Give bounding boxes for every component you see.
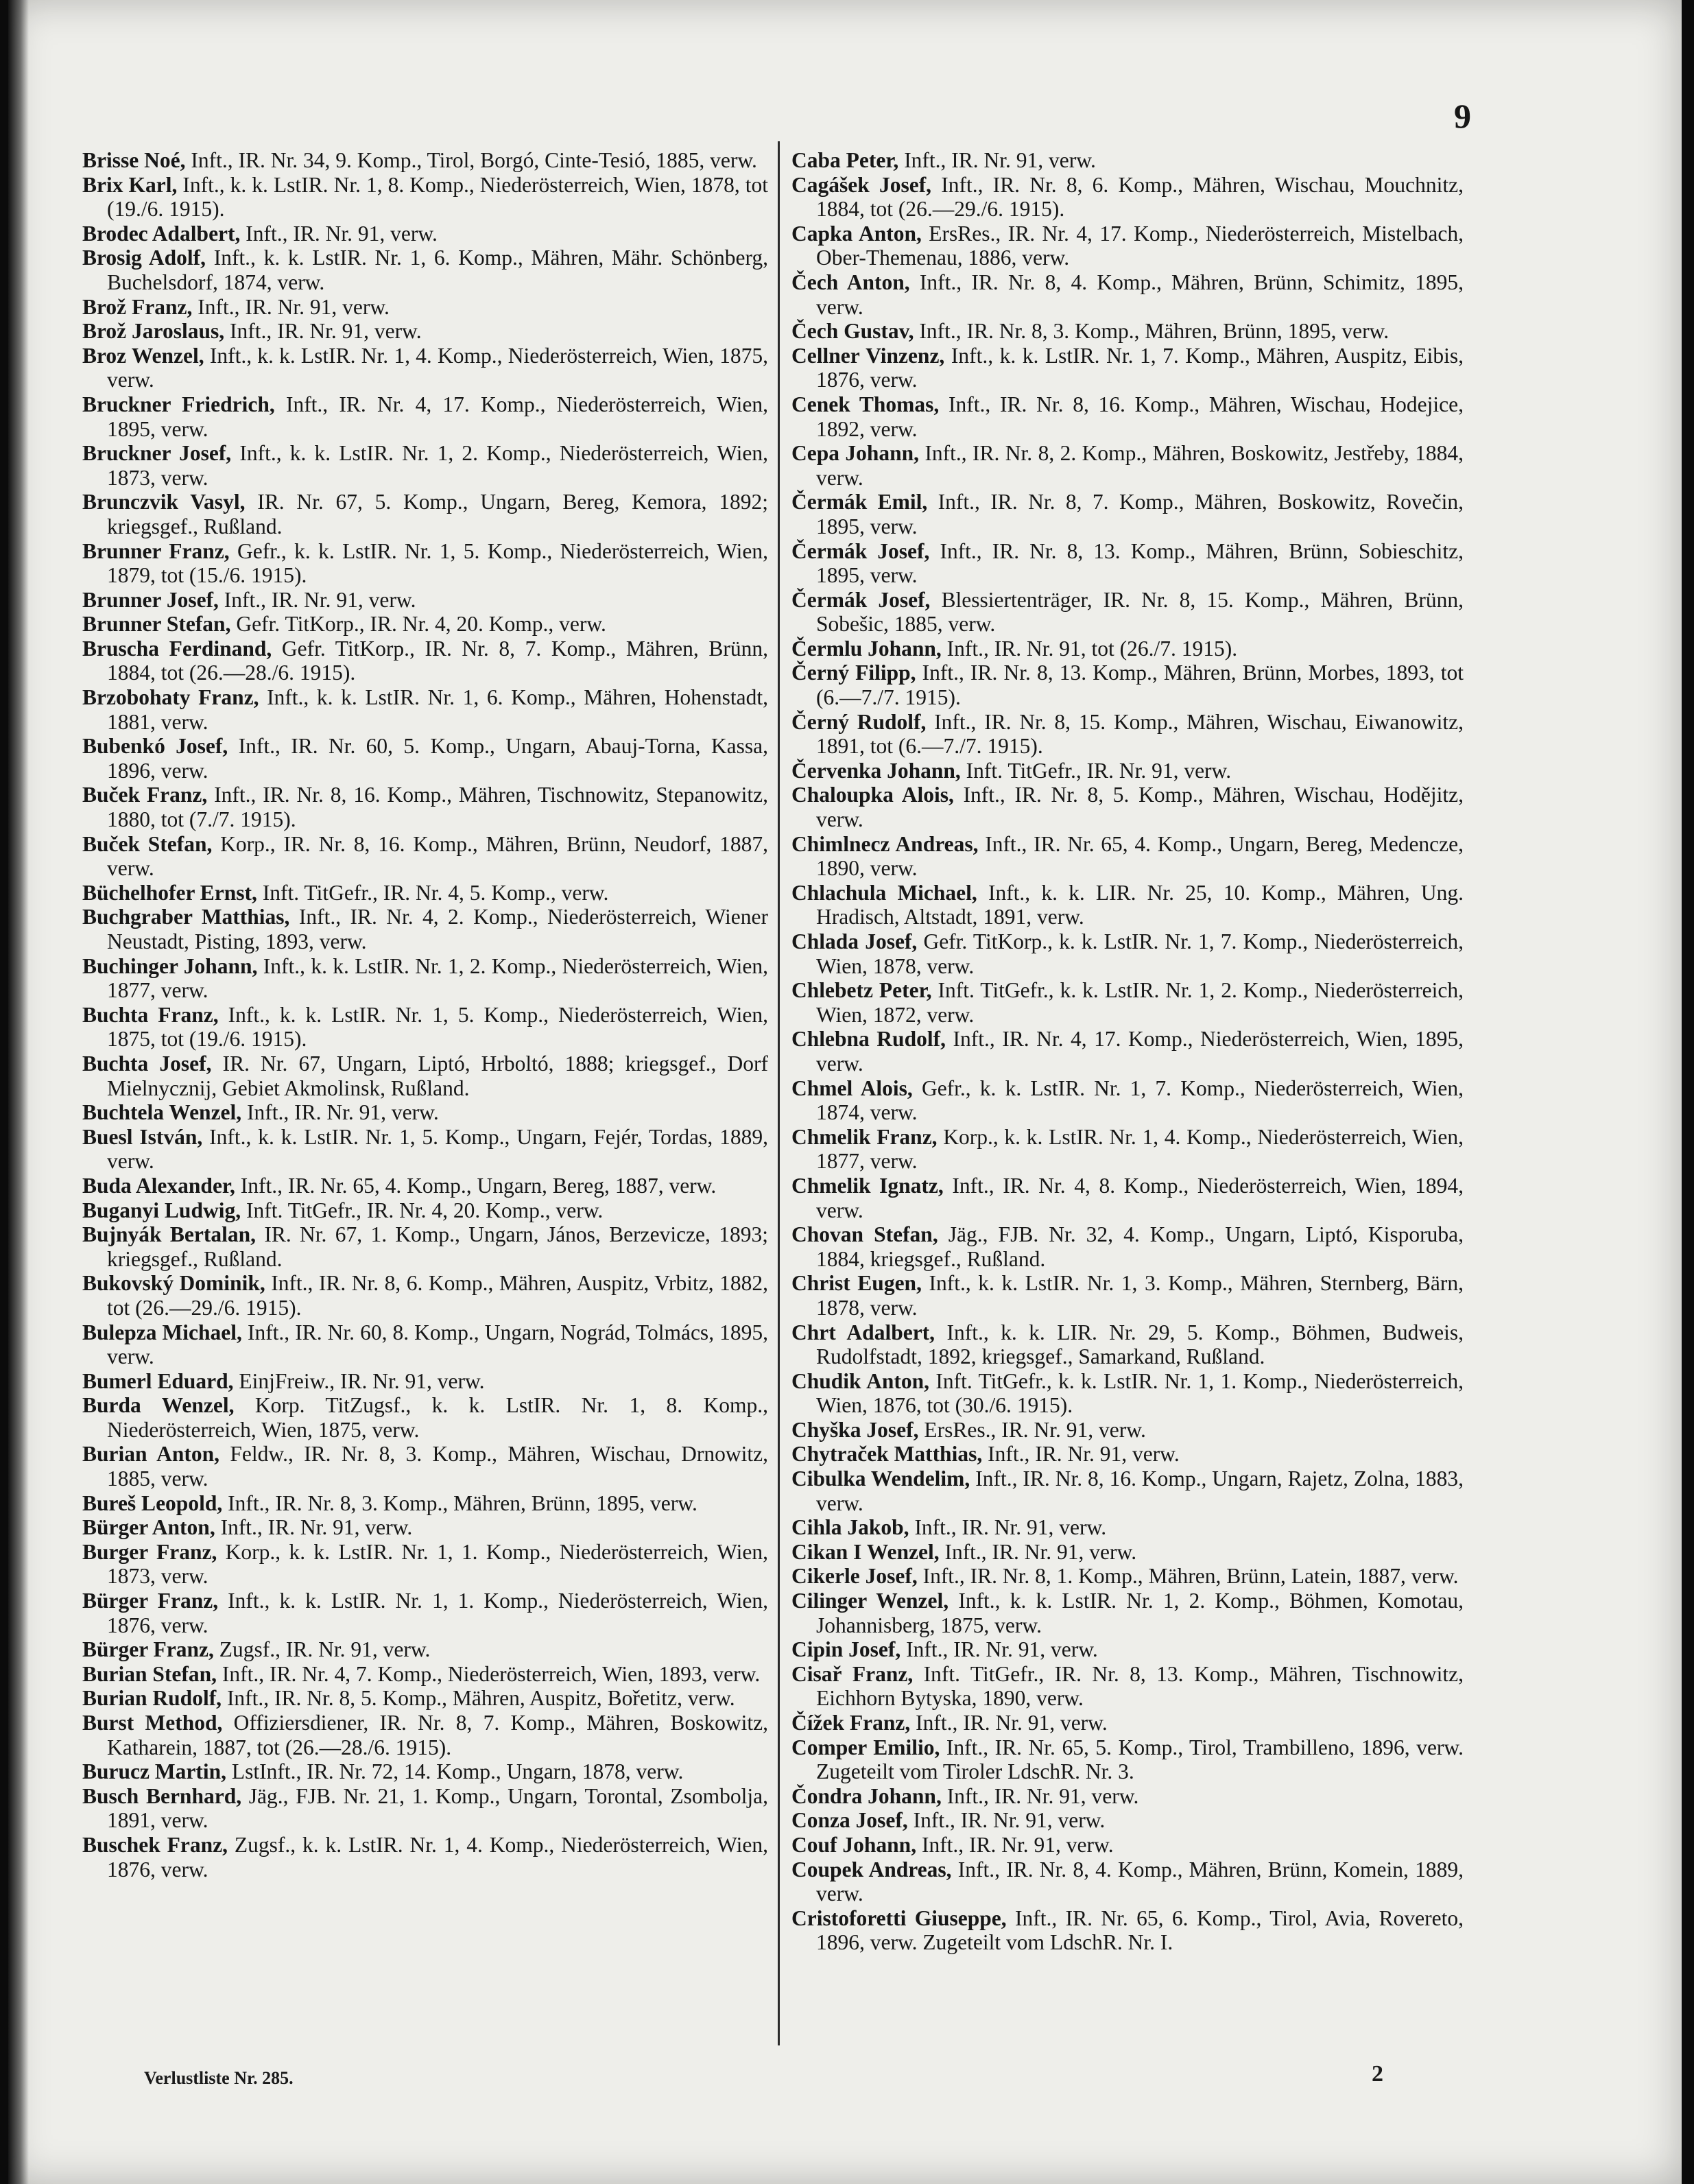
casualty-entry — [82, 148, 768, 173]
entry-surname: Brož Franz, — [82, 294, 193, 319]
entry-details: Inft., k. k. LstIR. Nr. 1, 2. Komp., Niederösterreich, Wien, 1873, verw. — [107, 441, 768, 490]
entry-details: IR. Nr. 67, 1. Komp., Ungarn, János, Berzevicze, 1893; kriegsgef., Rußland. — [107, 1222, 768, 1271]
entry-surname: Cilinger Wenzel, — [791, 1589, 949, 1613]
casualty-entry — [791, 1564, 1464, 1589]
entry-details: Inft., IR. Nr. 91, verw. — [898, 148, 1096, 172]
entry-surname: Bumerl Eduard, — [82, 1368, 234, 1393]
entry-details: Inft., IR. Nr. 91, verw. — [907, 1808, 1106, 1833]
entry-surname: Červenka Johann, — [791, 758, 961, 783]
entry-details: Gefr. TitKorp., IR. Nr. 8, 7. Komp., Mähren, Brünn, 1884, tot (26.—28./6. 1915). — [107, 636, 768, 685]
entry-surname: Cristoforetti Giuseppe, — [791, 1906, 1007, 1930]
entry-surname: Burian Stefan, — [82, 1661, 217, 1686]
entry-details: Inft., IR. Nr. 91, verw. — [982, 1442, 1180, 1467]
entry-surname: Chlebetz Peter, — [791, 978, 932, 1003]
entry-details: Inft., IR. Nr. 8, 6. Komp., Mähren, Wischau, Mouchnitz, 1884, tot (26.—29./6. 1915). — [816, 172, 1464, 222]
entry-surname: Cikan I Wenzel, — [791, 1539, 940, 1564]
entry-surname: Cellner Vinzenz, — [791, 343, 945, 368]
casualty-entry — [791, 1589, 1464, 1637]
entry-details: Inft., k. k. LstIR. Nr. 1, 5. Komp., Ungarn, Fejér, Tordas, 1889, verw. — [107, 1124, 769, 1174]
entry-surname: Bürger Anton, — [82, 1515, 215, 1540]
casualty-entry — [82, 173, 768, 222]
entry-details: Inft., IR. Nr. 4, 17. Komp., Niederösterreich, Wien, 1895, verw. — [816, 1027, 1464, 1076]
entry-details: Inft., IR. Nr. 91, verw. — [215, 1515, 413, 1540]
entry-details: Inft., IR. Nr. 65, 4. Komp., Ungarn, Bereg, Medencze, 1890, verw. — [816, 831, 1464, 881]
casualty-entry — [791, 1442, 1464, 1467]
casualty-entry — [791, 173, 1464, 222]
entry-surname: Cenek Thomas, — [791, 392, 940, 416]
entry-surname: Chudik Anton, — [791, 1368, 930, 1393]
entry-details: Korp., k. k. LstIR. Nr. 1, 1. Komp., Niederösterreich, Wien, 1873, verw. — [107, 1539, 768, 1589]
casualty-entry — [791, 1418, 1464, 1443]
entry-surname: Cihla Jakob, — [791, 1515, 909, 1540]
casualty-entry — [82, 685, 768, 734]
entry-details: IR. Nr. 67, 5. Komp., Ungarn, Bereg, Kemora, 1892; kriegsgef., Rußland. — [107, 490, 769, 538]
casualty-entry — [791, 881, 1464, 929]
entry-details: Offiziersdiener, IR. Nr. 8, 7. Komp., Mähren, Boskowitz, Katharein, 1887, tot (26.—28./6. 1915). — [107, 1711, 769, 1759]
entry-surname: Busch Bernhard, — [82, 1783, 242, 1808]
casualty-entry — [791, 637, 1464, 661]
entry-details: Jäg., FJB. Nr. 21, 1. Komp., Ungarn, Torontal, Zsombolja, 1891, verw. — [107, 1783, 768, 1833]
entry-details: Inft., IR. Nr. 60, 5. Komp., Ungarn, Abauj-Torna, Kassa, 1896, verw. — [107, 734, 768, 783]
right-column — [791, 148, 1464, 1955]
entry-details: Gefr. TitKorp., k. k. LstIR. Nr. 1, 7. Komp., Niederösterreich, Wien, 1878, verw. — [816, 929, 1464, 978]
entry-details: Inft., IR. Nr. 91, verw. — [240, 221, 438, 246]
entry-details: Inft., IR. Nr. 91, verw. — [192, 294, 390, 319]
entry-details: Feldw., IR. Nr. 8, 3. Komp., Mähren, Wischau, Drnowitz, 1885, verw. — [107, 1442, 768, 1491]
casualty-entry — [82, 734, 768, 783]
entry-surname: Couf Johann, — [791, 1832, 917, 1857]
casualty-entry — [791, 319, 1464, 344]
column-divider — [778, 141, 780, 2045]
entry-surname: Čermák Emil, — [791, 490, 928, 514]
casualty-entry — [82, 1222, 768, 1271]
entry-surname: Chimlnecz Andreas, — [791, 831, 979, 856]
casualty-entry — [82, 344, 768, 392]
casualty-entry — [791, 1711, 1464, 1735]
casualty-entry — [82, 1515, 768, 1540]
entry-details: Inft., IR. Nr. 4, 2. Komp., Niederösterreich, Wiener Neustadt, Pisting, 1893, verw. — [107, 905, 768, 953]
casualty-entry — [791, 392, 1464, 441]
casualty-entry — [82, 1003, 768, 1052]
casualty-entry — [82, 1100, 768, 1125]
entry-surname: Chyška Josef, — [791, 1417, 919, 1442]
entry-details: LstInft., IR. Nr. 72, 14. Komp., Ungarn, 1878, verw. — [226, 1759, 684, 1784]
entry-details: Gefr. TitKorp., IR. Nr. 4, 20. Komp., verw. — [230, 612, 606, 637]
entry-surname: Čížek Franz, — [791, 1711, 911, 1735]
casualty-entry — [82, 1637, 768, 1662]
entry-surname: Bujnyák Bertalan, — [82, 1222, 256, 1247]
entry-surname: Buganyi Ludwig, — [82, 1198, 241, 1222]
casualty-entry — [82, 1662, 768, 1687]
entry-surname: Cibulka Wendelim, — [791, 1467, 970, 1491]
casualty-entry — [791, 1906, 1464, 1955]
entry-details: Inft., IR. Nr. 8, 16. Komp., Mähren, Wischau, Hodejice, 1892, verw. — [816, 392, 1464, 441]
entry-surname: Bukovský Dominik, — [82, 1271, 265, 1296]
casualty-entry — [82, 539, 768, 588]
casualty-entry — [791, 832, 1464, 881]
entry-surname: Brzobohaty Franz, — [82, 685, 259, 710]
entry-details: Inft., IR. Nr. 8, 5. Komp., Mähren, Auspitz, Bořetitz, verw. — [222, 1686, 735, 1711]
left-column — [82, 148, 768, 1882]
entry-surname: Broz Wenzel, — [82, 343, 204, 368]
entry-details: Inft., IR. Nr. 91, verw. — [241, 1100, 439, 1125]
entry-surname: Brunner Franz, — [82, 538, 230, 563]
entry-surname: Cisař Franz, — [791, 1661, 914, 1686]
entry-details: Inft., IR. Nr. 91, verw. — [939, 1539, 1137, 1564]
entry-surname: Bulepza Michael, — [82, 1320, 242, 1344]
entry-details: Inft., k. k. LstIR. Nr. 1, 2. Komp., Niederösterreich, Wien, 1877, verw. — [107, 953, 768, 1003]
entry-surname: Buda Alexander, — [82, 1173, 235, 1198]
entry-surname: Buchta Franz, — [82, 1002, 219, 1027]
entry-surname: Caba Peter, — [791, 148, 899, 172]
entry-surname: Čermlu Johann, — [791, 636, 942, 661]
entry-details: Inft., IR. Nr. 8, 1. Komp., Mähren, Brünn, Latein, 1887, verw. — [917, 1564, 1459, 1589]
entry-surname: Čondra Johann, — [791, 1783, 942, 1808]
entry-surname: Chytraček Matthias, — [791, 1442, 983, 1467]
entry-details: Inft., k. k. LIR. Nr. 25, 10. Komp., Mähren, Ung. Hradisch, Altstadt, 1891, verw. — [816, 880, 1464, 929]
entry-surname: Bürger Franz, — [82, 1637, 214, 1662]
entry-details: Inft., k. k. LstIR. Nr. 1, 6. Komp., Mähren, Hohenstadt, 1881, verw. — [107, 685, 768, 734]
entry-surname: Černý Rudolf, — [791, 709, 927, 734]
casualty-entry — [791, 344, 1464, 392]
entry-surname: Buchgraber Matthias, — [82, 905, 290, 929]
casualty-entry — [82, 637, 768, 685]
casualty-entry — [791, 1637, 1464, 1662]
entry-surname: Buchta Josef, — [82, 1051, 212, 1076]
entry-details: Inft., IR. Nr. 4, 17. Komp., Niederösterreich, Wien, 1895, verw. — [107, 392, 768, 441]
casualty-entry — [791, 222, 1464, 270]
entry-surname: Chrt Adalbert, — [791, 1320, 935, 1344]
entry-surname: Chlachula Michael, — [791, 880, 977, 905]
entry-surname: Chlebna Rudolf, — [791, 1027, 946, 1052]
entry-details: Inft., IR. Nr. 65, 6. Komp., Tirol, Avia, Rovereto, 1896, verw. Zugeteilt vom LdschR. Nr. I. — [816, 1906, 1464, 1955]
casualty-entry — [791, 978, 1464, 1027]
casualty-entry — [82, 1833, 768, 1882]
entry-surname: Chmelik Franz, — [791, 1124, 938, 1149]
entry-surname: Buesl István, — [82, 1124, 203, 1149]
casualty-entry — [791, 1271, 1464, 1320]
document-page — [8, 0, 1682, 2184]
entry-surname: Čermák Josef, — [791, 538, 930, 563]
casualty-entry — [82, 1198, 768, 1223]
entry-details: Korp. TitZugsf., k. k. LstIR. Nr. 1, 8. Komp., Niederösterreich, Wien, 1875, verw. — [107, 1393, 768, 1442]
entry-details: Inft., IR. Nr. 8, 4. Komp., Mähren, Brünn, Komein, 1889, verw. — [816, 1857, 1464, 1906]
casualty-entry — [82, 1686, 768, 1711]
casualty-entry — [791, 759, 1464, 783]
entry-details: Inft., IR. Nr. 8, 16. Komp., Ungarn, Rajetz, Zolna, 1883, verw. — [816, 1467, 1464, 1515]
entry-surname: Cagášek Josef, — [791, 172, 932, 197]
entry-details: IR. Nr. 67, Ungarn, Liptó, Hrboltó, 1888; kriegsgef., Dorf Mielnycznij, Gebiet Akmolinsk, Rußland. — [107, 1051, 769, 1100]
casualty-entry — [791, 1857, 1464, 1906]
entry-surname: Chovan Stefan, — [791, 1222, 938, 1247]
entry-surname: Čech Anton, — [791, 270, 910, 294]
entry-surname: Burian Rudolf, — [82, 1686, 222, 1711]
entry-details: Inft., IR. Nr. 34, 9. Komp., Tirol, Borgó, Cinte-Tesió, 1885, verw. — [185, 148, 757, 172]
casualty-entry — [82, 954, 768, 1003]
casualty-entry — [82, 1393, 768, 1442]
entry-surname: Chmel Alois, — [791, 1076, 913, 1100]
casualty-entry — [82, 222, 768, 246]
entry-details: Inft., k. k. LIR. Nr. 29, 5. Komp., Böhmen, Budweis, Rudolfstadt, 1892, kriegsgef., Samarkand, Rußland. — [816, 1320, 1464, 1369]
entry-surname: Brunner Stefan, — [82, 612, 231, 637]
page-number: 9 — [1454, 97, 1471, 135]
entry-details: Inft., k. k. LstIR. Nr. 1, 6. Komp., Mähren, Mähr. Schönberg, Buchelsdorf, 1874, verw. — [107, 246, 768, 294]
entry-surname: Buschek Franz, — [82, 1832, 228, 1857]
entry-details: Inft., IR. Nr. 91, verw. — [900, 1637, 1098, 1662]
casualty-entry — [791, 1222, 1464, 1271]
entry-surname: Bruckner Josef, — [82, 441, 232, 466]
entry-details: Inft., IR. Nr. 8, 5. Komp., Mähren, Wischau, Hodějitz, verw. — [816, 783, 1464, 832]
casualty-entry — [82, 246, 768, 294]
entry-details: Zugsf., IR. Nr. 91, verw. — [213, 1637, 431, 1662]
entry-details: Inft., IR. Nr. 91, verw. — [916, 1832, 1114, 1857]
casualty-entry — [82, 1540, 768, 1589]
entry-surname: Čech Gustav, — [791, 319, 914, 344]
casualty-entry — [791, 1320, 1464, 1369]
entry-surname: Brix Karl, — [82, 172, 178, 197]
entry-details: ErsRes., IR. Nr. 4, 17. Komp., Niederösterreich, Mistelbach, Ober-Themenau, 1886, verw. — [816, 221, 1464, 270]
casualty-entry — [791, 1784, 1464, 1809]
entry-details: Jäg., FJB. Nr. 32, 4. Komp., Ungarn, Liptó, Kisporuba, 1884, kriegsgef., Rußland. — [816, 1222, 1464, 1271]
entry-surname: Burucz Martin, — [82, 1759, 226, 1784]
entry-details: Inft., IR. Nr. 65, 4. Komp., Ungarn, Bereg, 1887, verw. — [235, 1173, 717, 1198]
casualty-entry — [82, 1125, 768, 1174]
entry-surname: Buchinger Johann, — [82, 953, 258, 978]
entry-details: Inft., k. k. LstIR. Nr. 1, 5. Komp., Niederösterreich, Wien, 1875, tot (19./6. 1915). — [107, 1002, 768, 1052]
entry-details: Inft., IR. Nr. 8, 15. Komp., Mähren, Wischau, Eiwanowitz, 1891, tot (6.—7./7. 1915). — [816, 709, 1464, 759]
entry-details: Inft., IR. Nr. 8, 7. Komp., Mähren, Boskowitz, Rovečin, 1895, verw. — [816, 490, 1464, 538]
entry-details: Korp., IR. Nr. 8, 16. Komp., Mähren, Brünn, Neudorf, 1887, verw. — [107, 831, 768, 881]
casualty-entry — [791, 929, 1464, 978]
entry-surname: Cikerle Josef, — [791, 1564, 918, 1589]
casualty-entry — [82, 1174, 768, 1198]
entry-details: Inft., IR. Nr. 8, 13. Komp., Mähren, Brünn, Sobieschitz, 1895, verw. — [816, 538, 1464, 588]
entry-details: Inft., k. k. LstIR. Nr. 1, 7. Komp., Mähren, Auspitz, Eibis, 1876, verw. — [816, 343, 1464, 392]
entry-details: Inft. TitGefr., IR. Nr. 8, 13. Komp., Mähren, Tischnowitz, Eichhorn Bytyska, 1890, verw. — [816, 1661, 1464, 1711]
entry-surname: Büchelhofer Ernst, — [82, 880, 257, 905]
casualty-entry — [82, 319, 768, 344]
entry-surname: Chmelik Ignatz, — [791, 1173, 944, 1198]
casualty-entry — [82, 1320, 768, 1369]
entry-details: Korp., k. k. LstIR. Nr. 1, 4. Komp., Niederösterreich, Wien, 1877, verw. — [816, 1124, 1464, 1174]
entry-surname: Brodec Adalbert, — [82, 221, 241, 246]
entry-details: Inft., IR. Nr. 91, tot (26./7. 1915). — [941, 636, 1238, 661]
entry-details: Inft. TitGefr., IR. Nr. 91, verw. — [960, 758, 1232, 783]
entry-surname: Bruckner Friedrich, — [82, 392, 275, 416]
entry-surname: Bruscha Ferdinand, — [82, 636, 272, 661]
entry-surname: Chaloupka Alois, — [791, 783, 954, 807]
casualty-entry — [791, 539, 1464, 588]
casualty-entry — [791, 1174, 1464, 1222]
entry-details: ErsRes., IR. Nr. 91, verw. — [918, 1417, 1146, 1442]
entry-details: Inft., IR. Nr. 4, 8. Komp., Niederösterreich, Wien, 1894, verw. — [816, 1173, 1464, 1222]
entry-details: EinjFreiw., IR. Nr. 91, verw. — [233, 1368, 485, 1393]
casualty-entry — [82, 832, 768, 881]
entry-details: Inft., k. k. LstIR. Nr. 1, 8. Komp., Niederösterreich, Wien, 1878, tot (19./6. 1915). — [107, 172, 768, 222]
entry-details: Inft., IR. Nr. 8, 3. Komp., Mähren, Brünn, 1895, verw. — [222, 1491, 697, 1515]
entry-details: Inft., IR. Nr. 8, 13. Komp., Mähren, Brünn, Morbes, 1893, tot (6.—7./7. 1915). — [816, 661, 1464, 710]
entry-details: Inft. TitGefr., k. k. LstIR. Nr. 1, 2. Komp., Niederösterreich, Wien, 1872, verw. — [816, 978, 1464, 1027]
casualty-entry — [791, 1076, 1464, 1125]
entry-details: Inft. TitGefr., k. k. LstIR. Nr. 1, 1. Komp., Niederösterreich, Wien, 1876, tot (30./6. 1915). — [816, 1368, 1464, 1418]
entry-surname: Bubenkó Josef, — [82, 734, 228, 759]
entry-surname: Bürger Franz, — [82, 1589, 219, 1613]
casualty-entry — [791, 490, 1464, 538]
entry-details: Inft., IR. Nr. 4, 7. Komp., Niederösterreich, Wien, 1893, verw. — [217, 1661, 761, 1686]
casualty-entry — [82, 905, 768, 953]
casualty-entry — [82, 1369, 768, 1394]
entry-details: Gefr., k. k. LstIR. Nr. 1, 7. Komp., Niederösterreich, Wien, 1874, verw. — [816, 1076, 1464, 1125]
entry-surname: Cipin Josef, — [791, 1637, 901, 1662]
entry-surname: Buchtela Wenzel, — [82, 1100, 242, 1125]
casualty-entry — [82, 1491, 768, 1516]
entry-surname: Burda Wenzel, — [82, 1393, 235, 1418]
entry-details: Inft. TitGefr., IR. Nr. 4, 20. Komp., verw. — [241, 1198, 604, 1222]
casualty-entry — [82, 588, 768, 613]
page-edge-shadow — [8, 0, 29, 2184]
casualty-entry — [791, 1540, 1464, 1565]
entry-details: Inft. TitGefr., IR. Nr. 4, 5. Komp., verw. — [257, 880, 609, 905]
casualty-entry — [82, 783, 768, 831]
entry-details: Gefr., k. k. LstIR. Nr. 1, 5. Komp., Niederösterreich, Wien, 1879, tot (15./6. 1915). — [107, 538, 768, 588]
casualty-entry — [791, 270, 1464, 319]
casualty-entry — [82, 441, 768, 490]
entry-surname: Brisse Noé, — [82, 148, 186, 172]
entry-surname: Comper Emilio, — [791, 1735, 940, 1759]
casualty-entry — [791, 1125, 1464, 1174]
entry-details: Inft., k. k. LstIR. Nr. 1, 4. Komp., Niederösterreich, Wien, 1875, verw. — [107, 343, 768, 392]
casualty-entry — [791, 1369, 1464, 1418]
entry-surname: Brož Jaroslaus, — [82, 319, 225, 344]
entry-surname: Cepa Johann, — [791, 441, 920, 466]
casualty-entry — [82, 1052, 768, 1100]
entry-details: Inft., IR. Nr. 91, verw. — [910, 1711, 1108, 1735]
entry-details: Inft., k. k. LstIR. Nr. 1, 3. Komp., Mähren, Sternberg, Bärn, 1878, verw. — [816, 1271, 1464, 1320]
casualty-entry — [791, 1662, 1464, 1711]
casualty-entry — [82, 295, 768, 320]
entry-surname: Brunner Josef, — [82, 587, 219, 612]
entry-surname: Burst Method, — [82, 1711, 223, 1735]
entry-surname: Christ Eugen, — [791, 1271, 922, 1296]
casualty-entry — [791, 1027, 1464, 1076]
casualty-entry — [791, 1735, 1464, 1784]
entry-surname: Conza Josef, — [791, 1808, 908, 1833]
entry-details: Inft., IR. Nr. 60, 8. Komp., Ungarn, Nográd, Tolmács, 1895, verw. — [107, 1320, 768, 1369]
entry-surname: Burger Franz, — [82, 1539, 217, 1564]
entry-details: Inft., IR. Nr. 91, verw. — [218, 587, 416, 612]
casualty-entry — [791, 1833, 1464, 1857]
casualty-entry — [82, 392, 768, 441]
entry-details: Inft., IR. Nr. 8, 3. Komp., Mähren, Brünn, 1895, verw. — [914, 319, 1389, 344]
entry-details: Inft., IR. Nr. 91, verw. — [941, 1783, 1139, 1808]
entry-surname: Buček Stefan, — [82, 831, 213, 856]
entry-surname: Coupek Andreas, — [791, 1857, 952, 1882]
casualty-entry — [791, 588, 1464, 637]
entry-details: Zugsf., k. k. LstIR. Nr. 1, 4. Komp., Niederösterreich, Wien, 1876, verw. — [107, 1832, 768, 1882]
entry-surname: Bureš Leopold, — [82, 1491, 223, 1515]
entry-surname: Brosig Adolf, — [82, 246, 206, 270]
entry-details: Inft., k. k. LstIR. Nr. 1, 1. Komp., Niederösterreich, Wien, 1876, verw. — [107, 1589, 768, 1637]
entry-details: Inft., IR. Nr. 8, 6. Komp., Mähren, Auspitz, Vrbitz, 1882, tot (26.—29./6. 1915). — [107, 1271, 768, 1320]
entry-surname: Černý Filipp, — [791, 661, 916, 685]
casualty-entry — [791, 1515, 1464, 1540]
entry-details: Inft., IR. Nr. 8, 2. Komp., Mähren, Boskowitz, Jestřeby, 1884, verw. — [816, 441, 1464, 490]
casualty-entry — [791, 148, 1464, 173]
entry-surname: Brunczvik Vasyl, — [82, 490, 246, 514]
entry-details: Inft., k. k. LstIR. Nr. 1, 2. Komp., Böhmen, Komotau, Johannisberg, 1875, verw. — [816, 1589, 1464, 1637]
entry-details: Inft., IR. Nr. 8, 4. Komp., Mähren, Brünn, Schimitz, 1895, verw. — [816, 270, 1464, 319]
casualty-entry — [791, 1467, 1464, 1515]
entry-details: Inft., IR. Nr. 8, 16. Komp., Mähren, Tischnowitz, Stepanowitz, 1880, tot (7./7. 1915). — [107, 783, 769, 832]
casualty-entry — [791, 1808, 1464, 1833]
casualty-entry — [82, 1271, 768, 1320]
entry-surname: Capka Anton, — [791, 221, 922, 246]
casualty-entry — [791, 710, 1464, 759]
entry-surname: Chlada Josef, — [791, 929, 918, 953]
casualty-entry — [791, 783, 1464, 831]
entry-details: Blessiertenträger, IR. Nr. 8, 15. Komp., Mähren, Brünn, Sobešic, 1885, verw. — [816, 587, 1464, 637]
casualty-entry — [82, 1442, 768, 1491]
casualty-entry — [82, 1589, 768, 1637]
entry-surname: Burian Anton, — [82, 1442, 220, 1467]
entry-details: Inft., IR. Nr. 91, verw. — [224, 319, 422, 344]
footer-list-number: Verlustliste Nr. 285. — [144, 2068, 294, 2088]
casualty-entry — [82, 1784, 768, 1833]
casualty-entry — [82, 612, 768, 637]
casualty-entry — [82, 1711, 768, 1759]
casualty-entry — [82, 490, 768, 538]
entry-surname: Buček Franz, — [82, 783, 208, 807]
footer-signature-mark: 2 — [1372, 2061, 1383, 2087]
casualty-entry — [82, 881, 768, 905]
entry-surname: Čermák Josef, — [791, 587, 931, 612]
entry-details: Inft., IR. Nr. 91, verw. — [909, 1515, 1107, 1540]
casualty-entry — [82, 1759, 768, 1784]
entry-details: Inft., IR. Nr. 65, 5. Komp., Tirol, Trambilleno, 1896, verw. Zugeteilt vom Tiroler LdschR. Nr. 3. — [816, 1735, 1464, 1784]
casualty-entry — [791, 441, 1464, 490]
casualty-entry — [791, 661, 1464, 709]
